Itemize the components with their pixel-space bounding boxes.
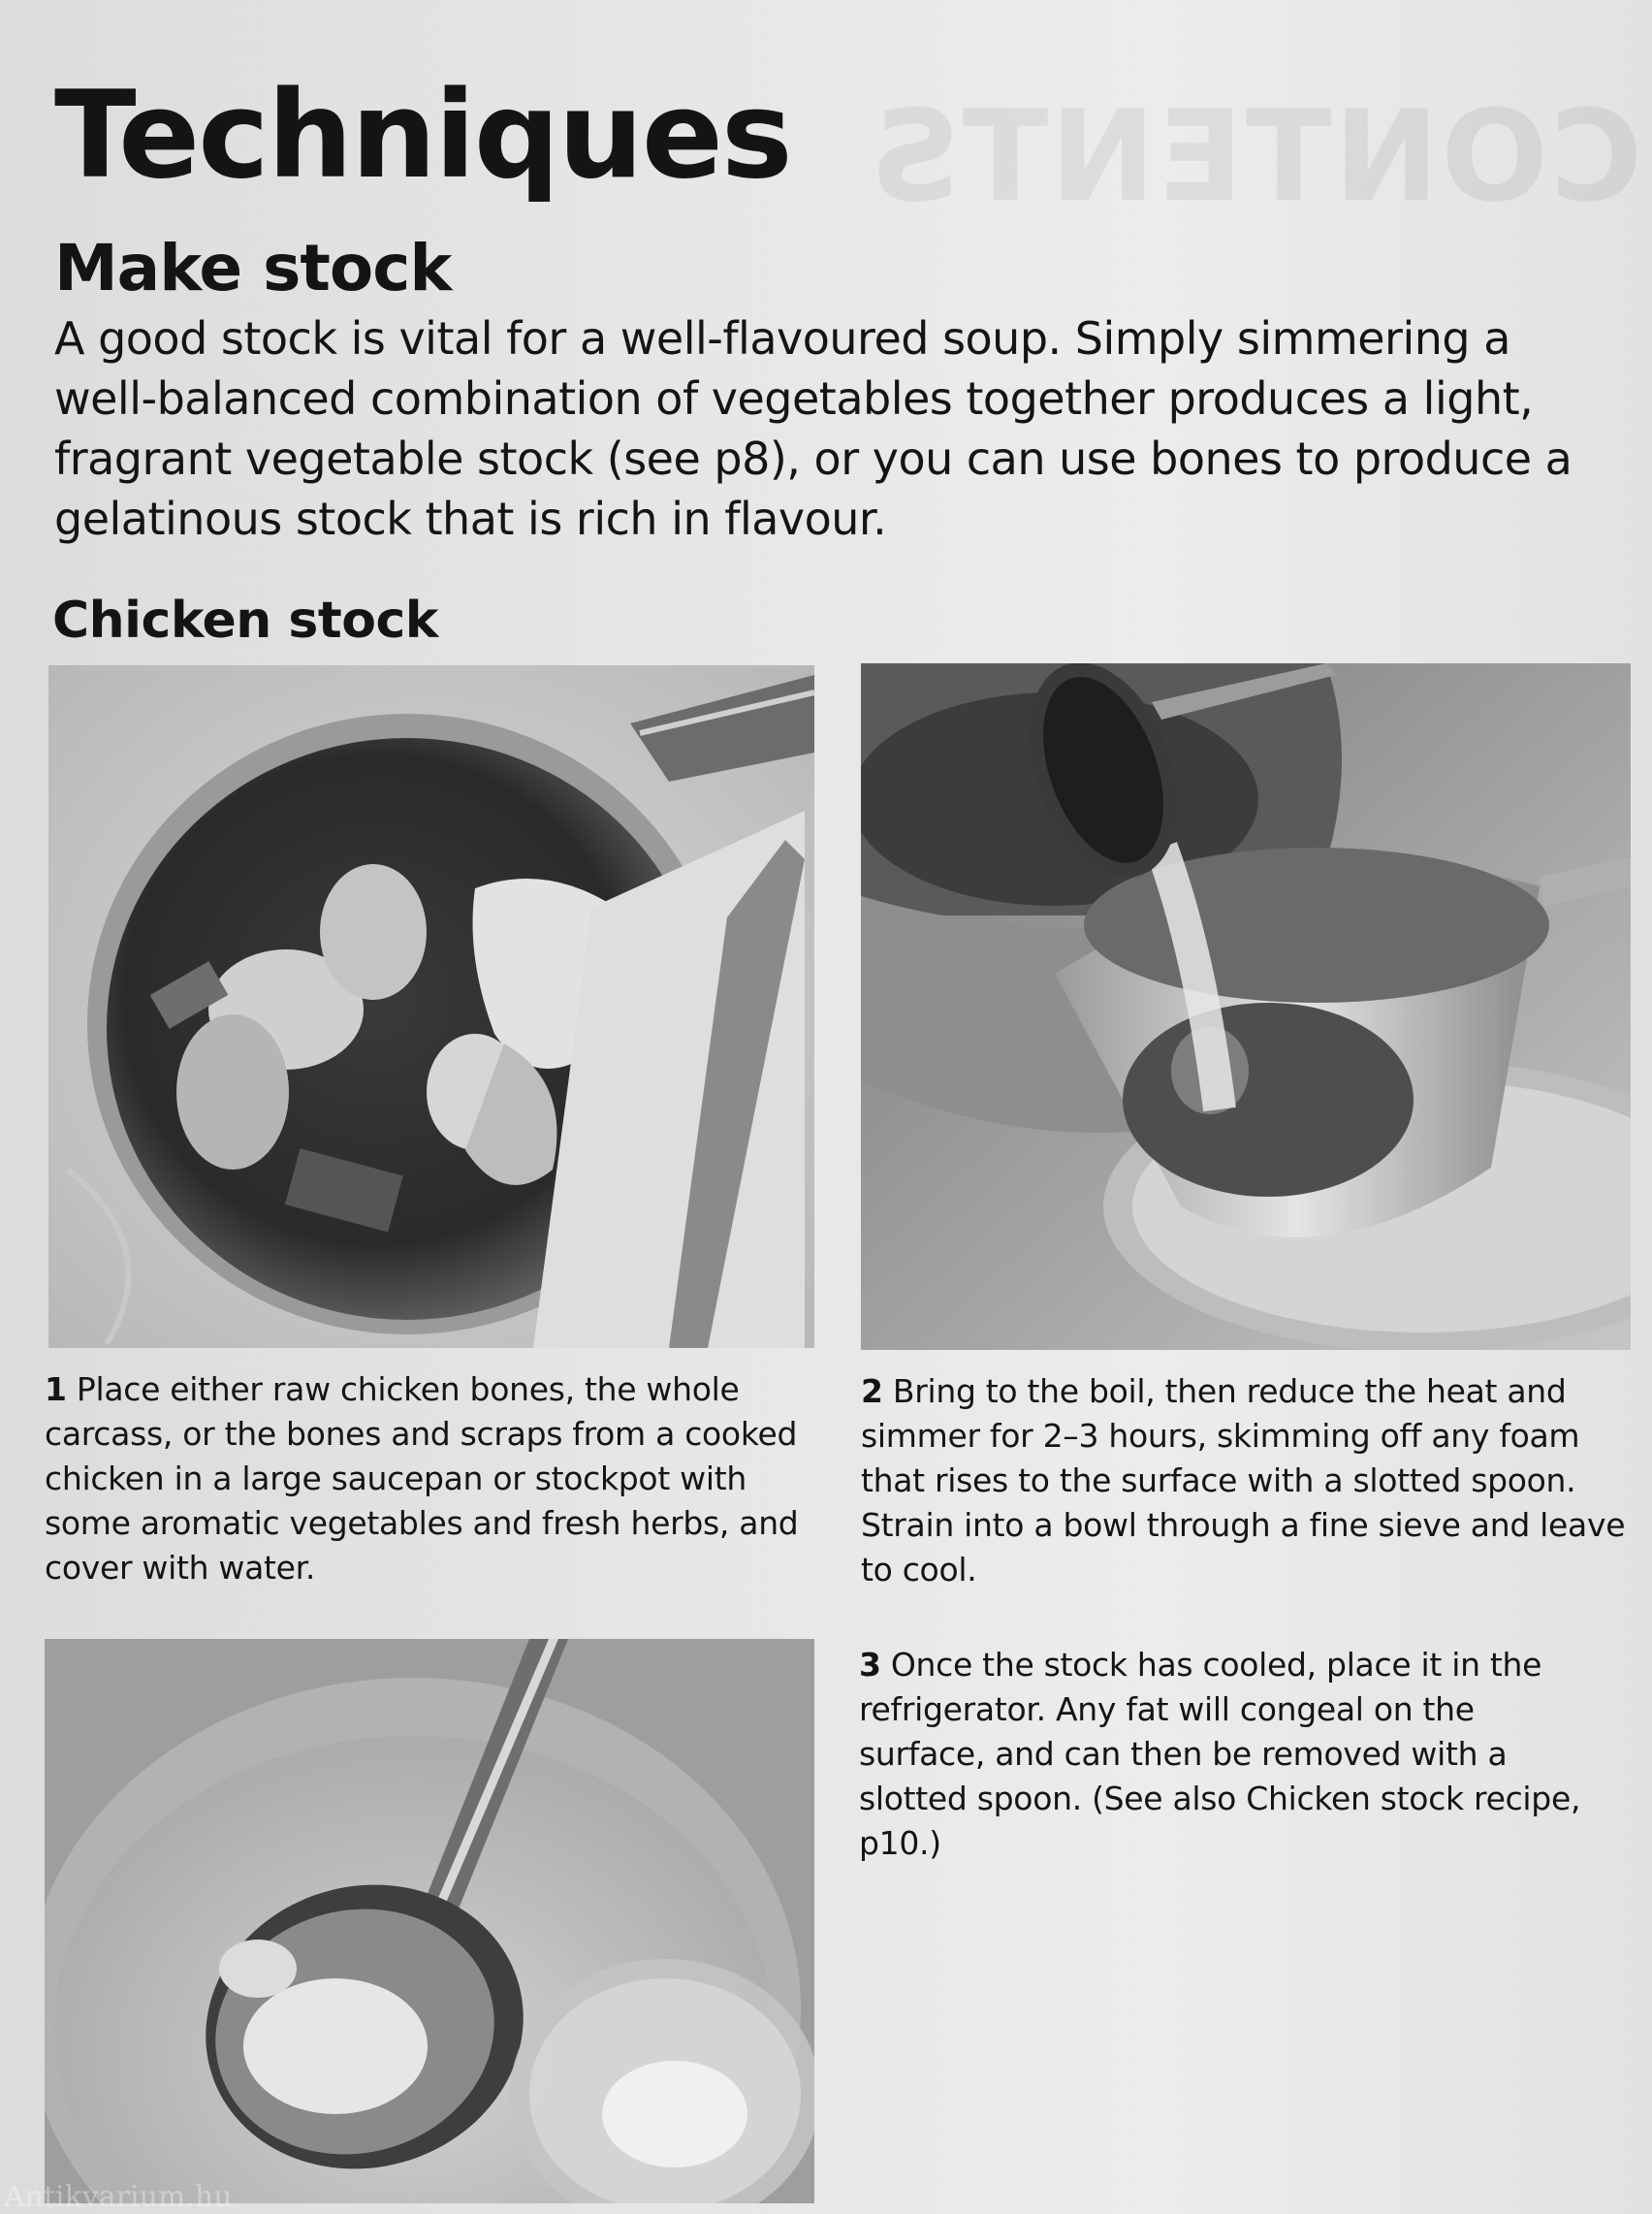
background-ghost-text: CONTENTS xyxy=(867,82,1642,230)
subsection-title: Chicken stock xyxy=(52,592,438,650)
step-1-text: Place either raw chicken bones, the whole carcass, or the bones and scraps from a cooked chicken in a large saucepan or stockpot with some aromatic vegetables and fresh herbs, and cover with water. xyxy=(45,1370,799,1587)
step-2-caption xyxy=(861,1369,1636,1592)
watermark: Antikvarium.hu xyxy=(4,2180,233,2214)
step-2-number: 2 xyxy=(861,1372,883,1410)
step-1-photo xyxy=(48,665,814,1348)
intro-paragraph: A good stock is vital for a well-flavoured soup. Simply simmering a well-balanced combination of vegetables together produces a light, fragrant vegetable stock (see p8), or you can use bones to produce a gelatinous stock that is rich in flavour. xyxy=(54,312,1573,545)
step-1-number: 1 xyxy=(45,1370,67,1408)
step-2-text: Bring to the boil, then reduce the heat and simmer for 2–3 hours, skimming off any foam that rises to the surface with a slotted spoon. Strain into a bowl through a fine sieve and leave to cool. xyxy=(861,1372,1626,1588)
step-1-caption xyxy=(45,1367,801,1590)
step-3-photo xyxy=(45,1639,814,2203)
step-3-number: 3 xyxy=(859,1646,881,1684)
step-3-caption xyxy=(859,1643,1596,1866)
step-2-photo xyxy=(861,663,1631,1350)
section-title: Make stock xyxy=(54,231,452,305)
page-title: Techniques xyxy=(54,66,791,206)
step-3-text: Once the stock has cooled, place it in the refrigerator. Any fat will congeal on the surface, and can then be removed with a slotted spoon. (See also Chicken stock recipe, p10.) xyxy=(859,1646,1581,1862)
